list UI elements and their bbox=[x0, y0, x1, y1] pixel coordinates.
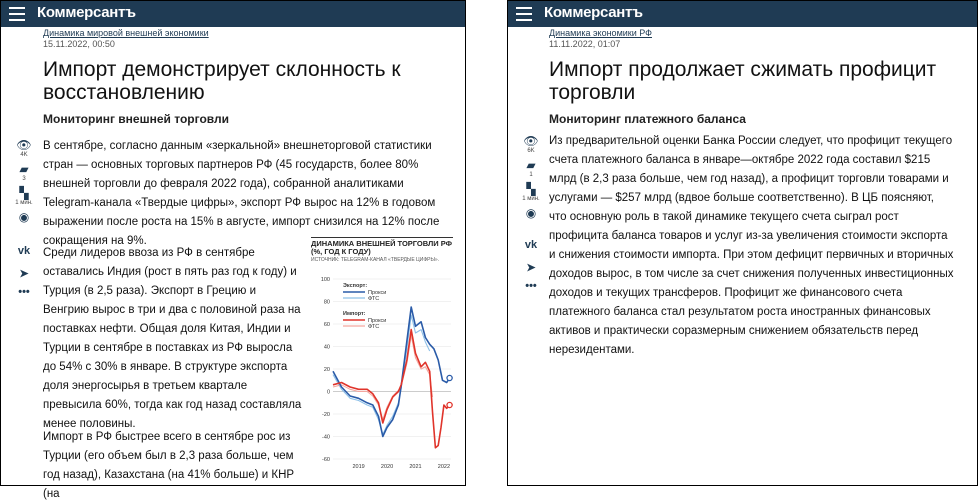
comment-icon: ▰ bbox=[19, 162, 29, 176]
vk-icon: vk bbox=[524, 239, 538, 251]
paragraph-3: Импорт в РФ быстрее всего в сентябре рос из Турции (его объем был в 2,3 раза больше, чем год назад), Казахстана (на 41% больше) и КНР (на bbox=[43, 431, 295, 500]
audio-button[interactable] bbox=[521, 207, 541, 219]
share-telegram[interactable] bbox=[14, 267, 34, 280]
chart-source: ИСТОЧНИК: TELEGRAM-КАНАЛ «ТВЕРДЫЕ ЦИФРЫ». bbox=[311, 257, 440, 263]
read-time: ▚ 1 мин. bbox=[15, 186, 33, 206]
read-time: ▚ 1 мин. bbox=[522, 182, 540, 202]
comments-counter[interactable]: ▰ 1 bbox=[521, 159, 541, 179]
views-counter: 👁 6K bbox=[521, 135, 541, 155]
header-bar bbox=[508, 1, 977, 27]
paragraph-1: В сентябре, согласно данным «зеркальной» внешнеторговой статистики стран — основных торговых партнеров РФ (45 государств, более 80% внешней торговли до февраля 2022 года), собранной аналитиками Telegram-канала «Твердые цифры», экспорт РФ вырос на 12% в годовом выражении после роста на 15% в августе, импорт снизился на 12% после сокращения на 9%. bbox=[43, 140, 440, 247]
share-vk[interactable] bbox=[14, 245, 34, 257]
rubric-link[interactable]: Динамика мировой внешней экономики bbox=[43, 28, 209, 38]
telegram-icon: ➤ bbox=[19, 268, 29, 280]
book-icon: ▚ bbox=[526, 182, 536, 196]
article-subtitle: Мониторинг внешней торговли bbox=[43, 112, 229, 126]
y-tick-label: 20 bbox=[323, 367, 330, 373]
legend-label: ФТС bbox=[368, 296, 380, 302]
chart-plot bbox=[311, 237, 456, 477]
menu-icon[interactable] bbox=[9, 7, 25, 21]
y-tick-label: 60 bbox=[323, 322, 330, 328]
views-counter: 👁 4K bbox=[14, 139, 34, 159]
x-tick-label: 2020 bbox=[380, 464, 394, 470]
y-tick-label: -60 bbox=[322, 457, 330, 463]
trade-chart bbox=[311, 237, 456, 477]
article-panel-right bbox=[507, 0, 978, 486]
share-vk[interactable] bbox=[521, 239, 541, 251]
article-panel-left bbox=[0, 0, 466, 500]
end-marker bbox=[447, 402, 452, 407]
y-tick-label: 80 bbox=[323, 299, 330, 306]
y-tick-label: -40 bbox=[322, 434, 330, 441]
share-more[interactable] bbox=[14, 286, 34, 298]
x-tick-label: 2021 bbox=[409, 464, 422, 470]
end-marker bbox=[447, 375, 452, 380]
legend-label: Импорт: bbox=[343, 311, 366, 317]
brand-logo[interactable]: Коммерсантъ bbox=[544, 4, 643, 21]
publish-date: 15.11.2022, 00:50 bbox=[43, 39, 115, 49]
series-line bbox=[333, 335, 433, 419]
menu-icon[interactable] bbox=[516, 7, 532, 21]
legend-label: Экспорт: bbox=[343, 283, 368, 289]
audio-button[interactable] bbox=[14, 211, 34, 223]
x-tick-label: 2022 bbox=[437, 464, 451, 470]
more-icon: ••• bbox=[525, 280, 537, 292]
rubric-link[interactable]: Динамика экономики РФ bbox=[549, 28, 652, 38]
vk-icon: vk bbox=[17, 245, 31, 257]
audio-icon: ◉ bbox=[525, 206, 537, 220]
y-tick-label: -20 bbox=[322, 412, 330, 418]
eye-icon: 👁 bbox=[523, 134, 539, 148]
publish-date: 11.11.2022, 01:07 bbox=[549, 39, 621, 49]
legend-label: Прокси bbox=[368, 318, 387, 324]
y-tick-label: 100 bbox=[320, 277, 330, 283]
brand-logo[interactable]: Коммерсантъ bbox=[37, 4, 136, 21]
chart-title: ДИНАМИКА ВНЕШНЕЙ ТОРГОВЛИ РФ (%, ГОД К ГОДУ) bbox=[311, 239, 453, 256]
share-telegram[interactable] bbox=[521, 261, 541, 274]
article-subtitle: Мониторинг платежного баланса bbox=[549, 112, 746, 126]
share-more[interactable] bbox=[521, 280, 541, 292]
legend-label: ФТС bbox=[368, 324, 380, 330]
audio-icon: ◉ bbox=[18, 210, 30, 224]
article-title: Импорт демонстрирует склонность к восстановлению bbox=[43, 58, 401, 104]
eye-icon: 👁 bbox=[16, 138, 32, 152]
book-icon: ▚ bbox=[19, 186, 29, 200]
comment-icon: ▰ bbox=[526, 158, 536, 172]
x-tick-label: 2019 bbox=[352, 464, 365, 470]
paragraph-2: Среди лидеров ввоза из РФ в сентябре оставались Индия (рост в пять раз год к году) и Турция (в 2,5 раза). Экспорт в Грецию и Венгрию вырос в три и два с половиной раза на поставках нефти. Общая доля Китая, Индии и Турции в сентябре в поставках из РФ выросла до 54% с 30% в январе. В структуре экспорта доля энергосырья в третьем квартале превысила 60%, тогда как год назад составляла менее половины. bbox=[43, 247, 302, 430]
article-title: Импорт продолжает сжимать профицит торговли bbox=[549, 58, 937, 104]
paragraph-1: Из предварительной оценки Банка России следует, что профицит текущего счета платежного баланса в январе—октябре 2022 года составил $215 млрд (в 2,3 раза больше, чем год назад), а профицит торговли товарами и услугами — $257 млрд (вдвое больше соответственно). В ЦБ поясняют, что основную роль в такой динамике текущего счета сыграл рост профицита баланса товаров и услуг из-за увеличения стоимости экспорта и снижения стоимости импорта. При этом дефицит первичных и вторичных доходов вырос, в том числе за счет снижения полученных инвестиционных доходов и текущих трансферов. Профицит же финансового счета платежного баланса стал результатом роста иностранных финансовых активов и практически соразмерным снижением обязательств перед нерезидентами. bbox=[549, 135, 954, 356]
more-icon: ••• bbox=[18, 286, 30, 298]
header-bar bbox=[1, 1, 465, 27]
legend-label: Прокси bbox=[368, 290, 387, 296]
telegram-icon: ➤ bbox=[526, 262, 536, 274]
comments-counter[interactable]: ▰ 3 bbox=[14, 163, 34, 183]
y-tick-label: 40 bbox=[323, 344, 330, 351]
y-tick-label: 0 bbox=[326, 389, 330, 396]
